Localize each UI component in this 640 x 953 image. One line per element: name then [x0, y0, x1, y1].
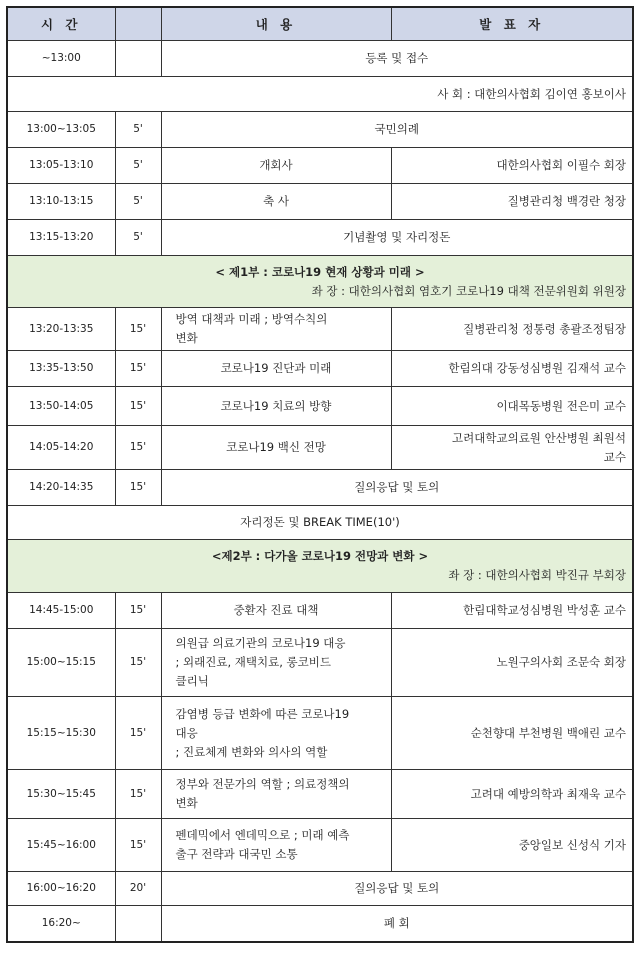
time-cell: 13:20-13:35 — [7, 308, 115, 351]
time-cell: 13:00~13:05 — [7, 112, 115, 148]
text-line: 방역 대책과 미래 ; 방역수칙의 — [175, 312, 328, 326]
table-row — [7, 697, 633, 770]
text-line: 한림의대 강동성심병원 김재석 교수 — [448, 361, 626, 375]
program-cell: 국민의례 — [161, 112, 633, 148]
duration-cell: 5' — [115, 112, 161, 148]
table-row — [7, 148, 633, 184]
text-line: 대한의사협회 이필수 회장 — [496, 158, 626, 172]
text-line: 변화 — [175, 331, 198, 345]
time-cell: 15:30~15:45 — [7, 770, 115, 819]
text-line: 정부와 전문가의 역할 ; 의료정책의 — [175, 777, 350, 791]
speaker-cell — [391, 697, 633, 770]
time-cell: 14:05-14:20 — [7, 426, 115, 470]
text-line: 중앙일보 신성식 기자 — [518, 837, 626, 852]
time-cell: 14:45-15:00 — [7, 593, 115, 629]
schedule-table — [6, 6, 634, 943]
table-row — [7, 308, 633, 351]
text-line: 노원구의사회 조문숙 회장 — [496, 655, 626, 669]
speaker-cell — [391, 148, 633, 184]
content-cell — [161, 148, 391, 184]
speaker-cell — [391, 770, 633, 819]
text-line: 축 사 — [263, 194, 289, 208]
table-row — [7, 220, 633, 256]
table-row — [7, 770, 633, 819]
content-cell — [161, 819, 391, 872]
table-row — [7, 872, 633, 906]
speaker-cell — [391, 387, 633, 426]
time-cell: 13:50-14:05 — [7, 387, 115, 426]
content-cell — [161, 426, 391, 470]
text-line: 코로나19 치료의 방향 — [220, 398, 332, 413]
speaker-cell — [391, 819, 633, 872]
text-line: 감염병 등급 변화에 따른 코로나19 — [175, 706, 350, 721]
duration-cell: 15' — [115, 470, 161, 506]
table-row — [7, 77, 633, 112]
table-row — [7, 819, 633, 872]
duration-cell: 15' — [115, 351, 161, 387]
table-row — [7, 184, 633, 220]
text-line: 코로나19 백신 전망 — [226, 440, 326, 454]
speaker-cell — [391, 629, 633, 697]
program-cell: 기념촬영 및 자리정돈 — [161, 220, 633, 256]
time-cell: 16:00~16:20 — [7, 872, 115, 906]
time-cell: ~13:00 — [7, 41, 115, 77]
text-line: 의원급 의료기관의 코로나19 대응 — [175, 636, 346, 650]
text-line: 출구 전략과 대국민 소통 — [175, 847, 298, 861]
text-line: 펜데믹에서 엔데믹으로 ; 미래 예측 — [175, 828, 350, 842]
program-cell: 폐 회 — [161, 906, 633, 942]
table-row — [7, 351, 633, 387]
program-cell: 질의응답 및 토의 — [161, 872, 633, 906]
time-cell: 13:05-13:10 — [7, 148, 115, 184]
schedule-body — [7, 41, 633, 942]
duration-cell: 15' — [115, 308, 161, 351]
section-title: < 제1부 : 코로나19 현재 상황과 미래 > — [215, 264, 425, 279]
text-line: 중환자 진료 대책 — [233, 603, 319, 617]
text-line: 클리닉 — [175, 674, 209, 688]
text-line: 교수 — [603, 449, 626, 464]
text-line: 대응 — [175, 725, 198, 740]
table-row — [7, 593, 633, 629]
text-line: 고려대 예방의학과 최재욱 교수 — [470, 786, 626, 801]
text-line: 고려대학교의료원 안산병원 최원석 — [452, 430, 626, 445]
text-line: 순천향대 부천병원 백애린 교수 — [470, 725, 626, 740]
speaker-cell — [391, 308, 633, 351]
table-row — [7, 470, 633, 506]
text-line: 코로나19 진단과 미래 — [220, 361, 332, 375]
duration-cell: 15' — [115, 770, 161, 819]
text-line: 개회사 — [259, 158, 293, 172]
duration-cell: 5' — [115, 184, 161, 220]
break-cell: 자리정돈 및 BREAK TIME(10') — [7, 506, 633, 540]
section-chair: 좌 장 : 대한의사협회 염호기 코로나19 대책 전문위원회 위원장 — [311, 283, 626, 298]
program-cell: 질의응답 및 토의 — [161, 470, 633, 506]
text-line: 질병관리청 백경란 청장 — [507, 194, 626, 208]
time-cell: 15:00~15:15 — [7, 629, 115, 697]
time-cell: 13:15-13:20 — [7, 220, 115, 256]
speaker-cell — [391, 351, 633, 387]
text-line: 질병관리청 정통령 총괄조정팀장 — [463, 321, 626, 336]
time-cell: 16:20~ — [7, 906, 115, 942]
duration-cell: 15' — [115, 697, 161, 770]
duration-cell: 15' — [115, 426, 161, 470]
text-line: 이대목동병원 전은미 교수 — [496, 398, 626, 413]
duration-cell: 20' — [115, 872, 161, 906]
duration-cell — [115, 41, 161, 77]
table-row — [7, 426, 633, 470]
content-cell — [161, 697, 391, 770]
speaker-cell — [391, 184, 633, 220]
text-line: 한림대학교성심병원 박성훈 교수 — [463, 603, 626, 617]
content-cell — [161, 351, 391, 387]
text-line: ; 진료체계 변화와 의사의 역할 — [175, 744, 328, 759]
header-time: 시 간 — [7, 7, 115, 41]
duration-cell: 5' — [115, 220, 161, 256]
content-cell — [161, 387, 391, 426]
text-line: 변화 — [175, 796, 198, 810]
content-cell — [161, 308, 391, 351]
program-cell: 등록 및 접수 — [161, 41, 633, 77]
time-cell: 13:10-13:15 — [7, 184, 115, 220]
table-row — [7, 41, 633, 77]
table-row — [7, 629, 633, 697]
duration-cell: 15' — [115, 819, 161, 872]
section-cell — [7, 256, 633, 308]
header-content: 내 용 — [161, 7, 391, 41]
section-chair: 좌 장 : 대한의사협회 박진규 부회장 — [448, 568, 626, 582]
content-cell — [161, 184, 391, 220]
moderator-cell: 사 회 : 대한의사협회 김이연 홍보이사 — [7, 77, 633, 112]
content-cell — [161, 629, 391, 697]
duration-cell: 15' — [115, 387, 161, 426]
duration-cell: 15' — [115, 629, 161, 697]
time-cell: 15:15~15:30 — [7, 697, 115, 770]
header-duration — [115, 7, 161, 41]
duration-cell — [115, 906, 161, 942]
duration-cell: 5' — [115, 148, 161, 184]
time-cell: 15:45~16:00 — [7, 819, 115, 872]
speaker-cell — [391, 593, 633, 629]
section-row — [7, 256, 633, 308]
time-cell: 14:20-14:35 — [7, 470, 115, 506]
text-line: ; 외래진료, 재택치료, 롱코비드 — [175, 655, 331, 669]
time-cell: 13:35-13:50 — [7, 351, 115, 387]
speaker-cell — [391, 426, 633, 470]
table-row — [7, 112, 633, 148]
header-speaker: 발 표 자 — [391, 7, 633, 41]
table-row — [7, 506, 633, 540]
section-row — [7, 540, 633, 593]
content-cell — [161, 770, 391, 819]
table-row — [7, 387, 633, 426]
section-title: <제2부 : 다가올 코로나19 전망과 변화 > — [211, 549, 429, 563]
table-row — [7, 906, 633, 942]
duration-cell: 15' — [115, 593, 161, 629]
section-cell — [7, 540, 633, 593]
table-header — [7, 7, 633, 41]
content-cell — [161, 593, 391, 629]
